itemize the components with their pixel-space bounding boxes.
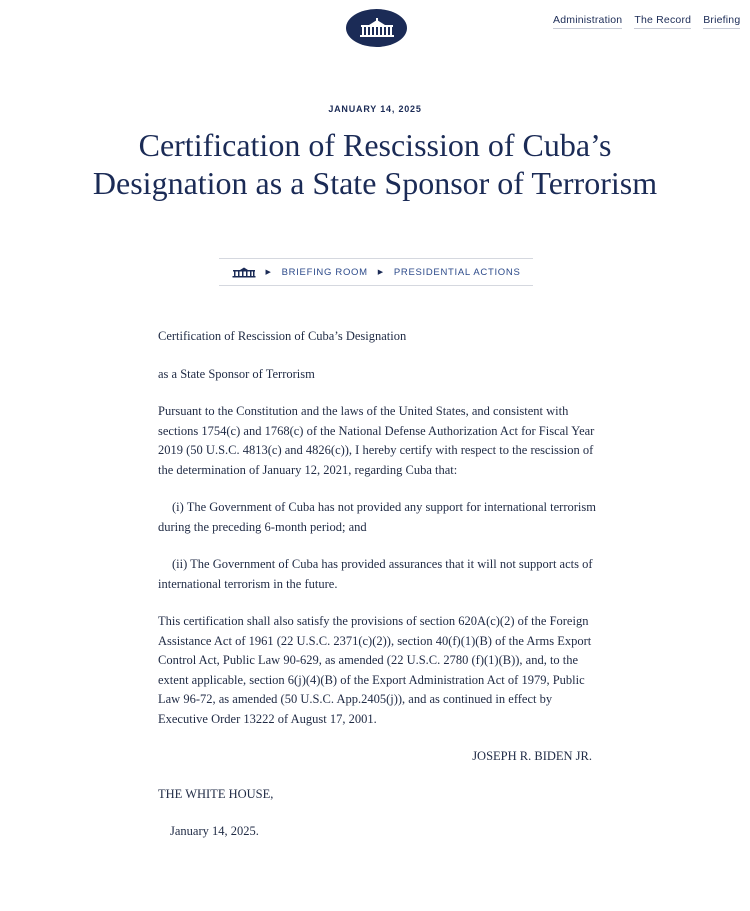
white-house-logo[interactable] [346, 9, 407, 47]
paragraph-certification: Pursuant to the Constitution and the laws of the United States, and consistent with sections 1754(c) and 1768(c) of the National Defense Authorization Act for Fiscal Year 2019 (50 U.S.C. 4813(c) and 4826(c)), I hereby certify with respect to the rescission of the determination of January 12, 2021, regarding Cuba that: [158, 404, 595, 477]
top-nav [553, 14, 750, 29]
chevron-right-icon: ▶ [377, 269, 384, 276]
breadcrumb-presidential-actions[interactable]: PRESIDENTIAL ACTIONS [393, 266, 521, 278]
paragraph-provisions: This certification shall also satisfy the provisions of section 620A(c)(2) of the Foreign Assistance Act of 1961 (22 U.S.C. 2371(c)(2)), section 40(f)(1)(B) of the Arms Export Control Act, Public Law 90-629, as amended (22 U.S.C. 2780 (f)(1)(B)), and, to the extent applicable, section 6(j)(4)(B) of the Export Administration Act of 1979, Public Law 96-72, as amended (50 U.S.C. App.2405(j)), and as continued in effect by Executive Order 13222 of August 17, 2001. [158, 614, 592, 726]
paragraph-item-2: (ii) The Government of Cuba has provided assurances that it will not support acts of international terrorism in the future. [158, 557, 593, 591]
document-heading-line2: as a State Sponsor of Terrorism [158, 366, 315, 381]
article-date: JANUARY 14, 2025 [328, 104, 422, 114]
signed-date: January 14, 2025. [170, 824, 259, 838]
chevron-right-icon: ▶ [265, 269, 272, 276]
white-house-icon [357, 17, 397, 39]
white-house-icon[interactable] [232, 267, 256, 278]
article-body [158, 327, 598, 842]
page-title: Certification of Rescission of Cuba’s Designation as a State Sponsor of Terrorism [92, 127, 658, 201]
breadcrumb-briefing-room[interactable]: BRIEFING ROOM [281, 266, 368, 278]
paragraph-item-1: (i) The Government of Cuba has not provided any support for international terrorism during the preceding 6-month period; and [158, 500, 596, 534]
breadcrumb [219, 258, 533, 286]
place-line: THE WHITE HOUSE, [158, 786, 274, 801]
nav-briefing[interactable]: Briefing [703, 14, 740, 29]
nav-administration[interactable]: Administration [553, 14, 622, 29]
document-heading-line1: Certification of Rescission of Cuba’s Designation [158, 329, 407, 343]
signature: JOSEPH R. BIDEN JR. [472, 749, 592, 763]
nav-the-record[interactable]: The Record [634, 14, 691, 29]
